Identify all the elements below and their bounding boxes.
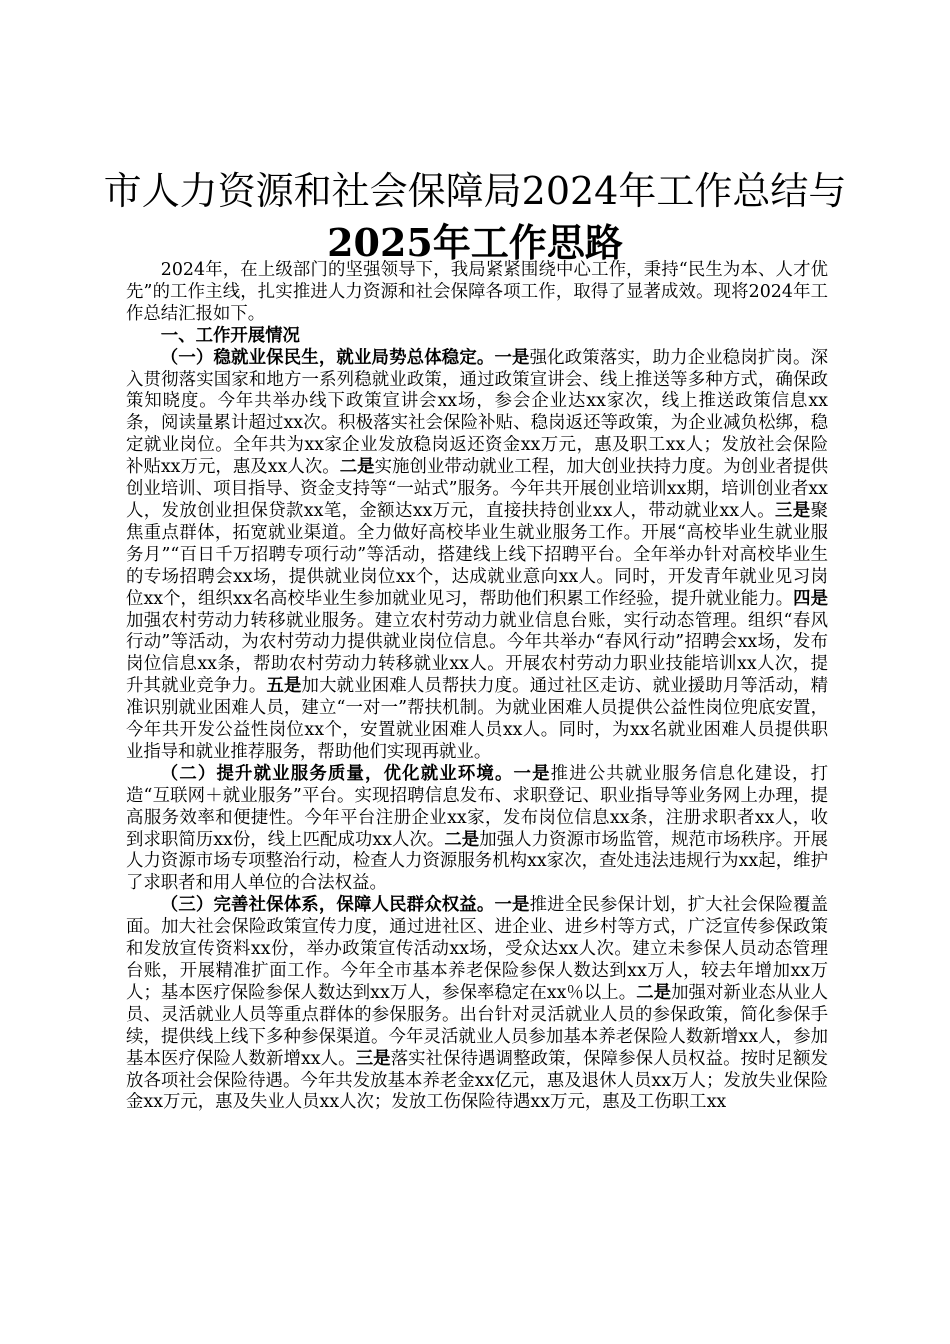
- item-text: 推进全民参保计划，扩大社会保险覆盖面。加大社会保险政策宣传力度，通过进社区、进企业、进乡村等方式，广泛宣传参保政策和发放宣传资料xx份，举办政策宣传活动xx场，受众达xx人次。建立未参保人员动态管理台账，开展精准扩面工作。今年全市基本养老保险参保人数达到xx万人，较去年增加xx万人；基本医疗保险参保人数达到xx万人，参保率稳定在xx％以上。: [126, 895, 828, 1003]
- item-label: 四是: [793, 588, 828, 609]
- item-label: 二是: [636, 982, 672, 1003]
- item-text: 加强对新业态从业人员、灵活就业人员等重点群体的参保服务。出台针对灵活就业人员的参保政策，简化参保手续，提供线上线下多种参保渠道。今年灵活就业人员参加基本养老保险人数新增xx人，参加基本医疗保险人数新增xx人。: [126, 982, 828, 1069]
- item-label: 五是: [266, 676, 302, 697]
- title-line-1: 市人力资源和社会保障局2024年工作总结与: [103, 169, 847, 213]
- item-label: 一是: [494, 895, 530, 916]
- item-text: 加大就业困难人员帮扶力度。通过社区走访、就业援助月等活动，精准识别就业困难人员，建立“一对一”帮扶机制。为就业困难人员提供公益性岗位兜底安置，今年共开发公益性岗位xx个，安置就业困难人员xx人。同时，为xx名就业困难人员提供职业指导和就业推荐服务，帮助他们实现再就业。: [126, 676, 828, 762]
- section-heading: 一、工作开展情况: [160, 325, 300, 346]
- item-text: 聚焦重点群体，拓宽就业渠道。全力做好高校毕业生就业服务工作。开展“高校毕业生就业服务月”“百日千万招聘专项行动”等活动，搭建线上线下招聘平台。全年举办针对高校毕业生的专场招聘会xx场，提供就业岗位xx个，达成就业意向xx人。同时，开发青年就业见习岗位xx个，组织xx名高校毕业生参加就业见习，帮助他们积累工作经验，提升就业能力。: [126, 500, 828, 609]
- item-label: 一是: [513, 763, 551, 784]
- title-line-2: 2025年工作思路: [327, 220, 623, 265]
- paragraph-heading: （一）稳就业保民生，就业局势总体稳定。: [160, 347, 495, 368]
- item-label: 二是: [339, 457, 375, 478]
- item-text: 加强农村劳动力转移就业服务。建立农村劳动力就业信息台账，实行动态管理。组织“春风行动”等活动，为农村劳动力提供就业岗位信息。今年共举办“春风行动”招聘会xx场，发布岗位信息xx条，帮助农村劳动力转移就业xx人。开展农村劳动力职业技能培训xx人次，提升其就业竞争力。: [126, 610, 828, 697]
- item-label: 一是: [494, 347, 530, 368]
- paragraph-service-quality: [126, 764, 828, 895]
- paragraph-heading: （二）提升就业服务质量，优化就业环境。: [160, 763, 514, 784]
- paragraph-employment: [126, 348, 828, 764]
- item-text: 推进公共就业服务信息化建设，打造“互联网＋就业服务”平台。实现招聘信息发布、求职登记、职业指导等业务网上办理，提高服务效率和便捷性。今年平台注册企业xx家，发布岗位信息xx条，注册求职者xx人，收到求职简历xx份，线上匹配成功xx人次。: [126, 763, 828, 850]
- paragraph-social-security: [126, 895, 828, 1114]
- document-body: [126, 260, 828, 1114]
- item-text: 实施创业带动就业工程，加大创业扶持力度。为创业者提供创业培训、项目指导、资金支持等“一站式”服务。今年共开展创业培训xx期，培训创业者xx人，发放创业担保贷款xx笔，金额达xx万元，直接扶持创业xx人，带动就业xx人。: [126, 457, 828, 521]
- item-text: 加强人力资源市场监管，规范市场秩序。开展人力资源市场专项整治行动，检查人力资源服务机构xx家次，查处违法违规行为xx起，维护了求职者和用人单位的合法权益。: [126, 829, 828, 894]
- item-text: 落实社保待遇调整政策，保障参保人员权益。按时足额发放各项社会保险待遇。今年共发放基本养老金xx亿元，惠及退休人员xx万人；发放失业保险金xx万元，惠及失业人员xx人次；发放工伤保险待遇xx万元，惠及工伤职工xx: [126, 1048, 828, 1113]
- item-label: 三是: [775, 500, 811, 521]
- item-label: 三是: [355, 1048, 391, 1069]
- paragraph-heading: （三）完善社保体系，保障人民群众权益。: [160, 895, 495, 916]
- item-label: 二是: [444, 829, 480, 850]
- item-text: 强化政策落实，助力企业稳岗扩岗。深入贯彻落实国家和地方一系列稳就业政策，通过政策宣讲会、线上推送等多种方式，确保政策知晓度。今年共举办线下政策宣讲会xx场，参会企业达xx家次，线上推送政策信息xx条，阅读量累计超过xx次。积极落实社会保险补贴、稳岗返还等政策，为企业减负松绑，稳定就业岗位。全年共为xx家企业发放稳岗返还资金xx万元，惠及职工xx人；发放社会保险补贴xx万元，惠及xx人次。: [126, 347, 828, 478]
- document-title: [100, 166, 850, 268]
- intro-paragraph: 2024年，在上级部门的坚强领导下，我局紧紧围绕中心工作，秉持“民生为本、人才优先”的工作主线，扎实推进人力资源和社会保障各项工作，取得了显著成效。现将2024年工作总结汇报如下。: [126, 260, 828, 324]
